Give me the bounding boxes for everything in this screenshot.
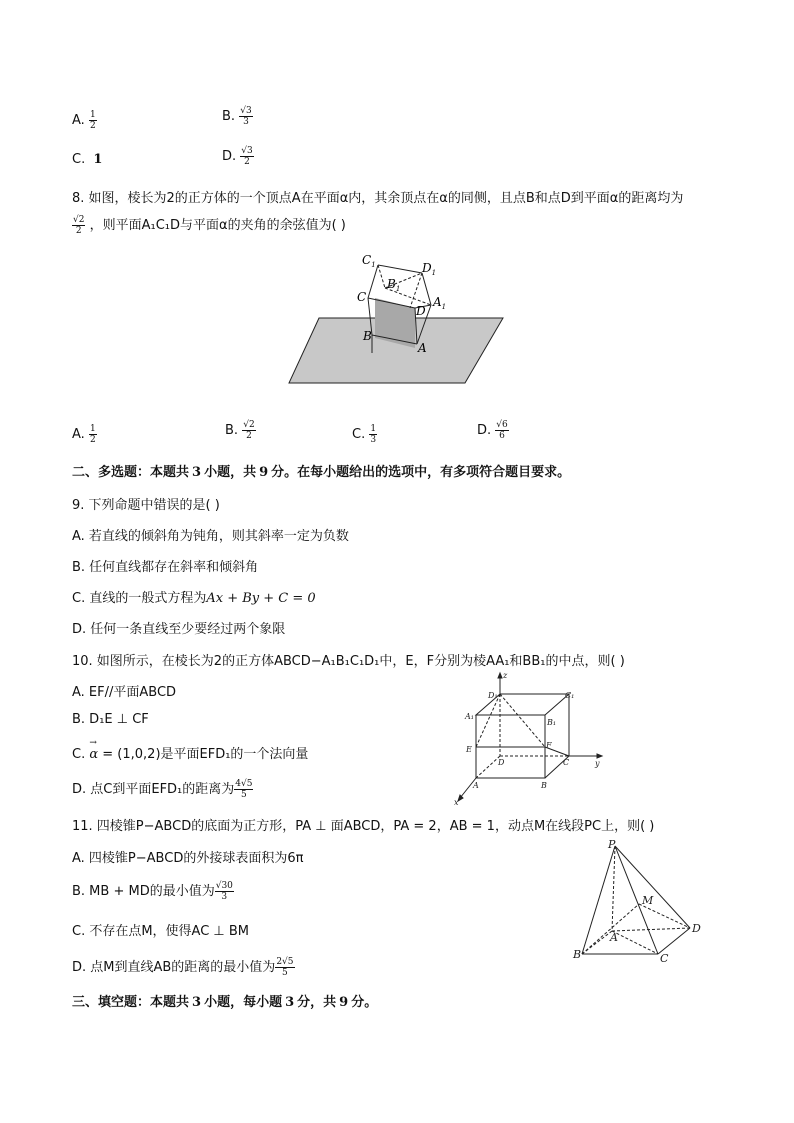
vector-alpha [89, 738, 99, 762]
label-c1: C₁ [565, 691, 575, 700]
numerator: 4√5 [235, 779, 253, 789]
q8-option-c [352, 424, 377, 445]
heading-text: 小题，共 [204, 465, 257, 480]
label-p: P [608, 838, 616, 851]
q9-option-a: A. 若直线的倾斜角为钝角，则其斜率一定为负数 [72, 529, 349, 544]
numerator: 1 [89, 424, 96, 434]
q7-option-d [222, 146, 254, 167]
denominator: 6 [499, 431, 505, 441]
label-y: y [595, 759, 600, 768]
denominator: 2 [246, 431, 252, 441]
label-b1: $B_1$ [387, 277, 401, 293]
denominator: 3 [370, 435, 377, 445]
q8-option-d [477, 420, 509, 441]
heading-count: 3 [192, 465, 202, 480]
fraction [242, 420, 255, 441]
label-a: A [610, 931, 618, 944]
q11-option-c: C. 不存在点M，使得AC ⊥ BM [72, 924, 250, 939]
label-a: A [418, 341, 427, 355]
label-a: A [473, 781, 479, 790]
fraction [89, 110, 97, 131]
fraction [239, 106, 252, 127]
section2-heading [72, 461, 570, 480]
q10-stem: 10. 如图所示，在棱长为2的正方体ABCD−A₁B₁C₁D₁中，E，F分别为棱AA₁和BB₁的中点，则( ) [72, 654, 625, 669]
label-a1: A₁ [465, 712, 474, 721]
label-d: D [416, 304, 426, 318]
denominator: 2 [89, 121, 96, 131]
denominator: 3 [243, 117, 249, 127]
numerator: 1 [370, 424, 377, 434]
label-b: B [573, 948, 582, 961]
option-text: D. 点M到直线AB的距离的最小值为 [72, 960, 276, 975]
option-label: A. [72, 427, 85, 442]
q10-option-d [72, 778, 253, 800]
q7-option-c [72, 152, 102, 167]
q11-stem: 11. 四棱锥P−ABCD的底面为正方形，PA ⊥ 面ABCD，PA = 2，AB = 1，动点M在线段PC上，则( ) [72, 819, 655, 834]
denominator: 2 [244, 157, 250, 167]
q9-option-d: D. 任何一条直线至少要经过两个象限 [72, 622, 286, 637]
option-label: B. [225, 423, 239, 438]
option-label: C. [352, 427, 366, 442]
denominator: 3 [221, 892, 228, 902]
heading-text: 分，共 [297, 995, 337, 1010]
label-x: x [454, 798, 459, 807]
q11-option-b [72, 880, 234, 902]
numerator: 1 [89, 110, 96, 120]
heading-text: 小题，每小题 [204, 995, 283, 1010]
heading-text: 分。在每小题给出的选项中，有多项符合题目要求。 [271, 465, 571, 480]
numerator: √2 [243, 420, 255, 430]
fraction [89, 424, 97, 445]
label-a1: $A_1$ [433, 295, 447, 311]
denominator: 5 [282, 968, 288, 978]
q9-option-c [72, 587, 316, 606]
label-d1: $D_1$ [422, 261, 437, 277]
q8-option-a [72, 424, 97, 445]
heading-each: 3 [285, 995, 295, 1010]
label-b: B [363, 329, 372, 343]
stem-text: ，则平面A₁C₁D与平面α的夹角的余弦值为( ) [89, 218, 346, 233]
fraction [275, 957, 294, 978]
option-text: = (1,0,2)是平面EFD₁的一个法向量 [98, 747, 309, 762]
option-label: A. [72, 113, 85, 128]
numerator: √3 [240, 106, 252, 116]
option-label: C. [72, 152, 86, 167]
label-c: C [563, 758, 570, 767]
option-text: B. MB + MD的最小值为 [72, 884, 215, 899]
heading-points: 9 [259, 465, 269, 480]
heading-text: 二、多选题：本题共 [72, 465, 190, 480]
label-b: B [541, 781, 547, 790]
label-f: F [546, 741, 552, 750]
heading-count: 3 [192, 995, 202, 1010]
fraction [215, 881, 234, 902]
option-label: B. [222, 109, 236, 124]
equation: Ax + By + C = 0 [206, 591, 316, 606]
denominator: 5 [240, 790, 247, 800]
numerator: √6 [496, 420, 508, 430]
vector-arrow-icon: → [89, 738, 97, 748]
option-text: D. 点C到平面EFD₁的距离为 [72, 782, 235, 797]
label-d1: D₁ [488, 691, 498, 700]
fraction [72, 215, 85, 236]
q10-cube-axes-figure [452, 668, 612, 808]
q9-option-b: B. 任何直线都存在斜率和倾斜角 [72, 560, 259, 575]
q8-option-b [225, 420, 256, 441]
option-label: D. [222, 149, 237, 164]
q11-option-a: A. 四棱锥P−ABCD的外接球表面积为6π [72, 851, 304, 866]
option-label: C. [72, 747, 86, 762]
label-d: D [498, 758, 505, 767]
fraction [495, 420, 508, 441]
section3-heading [72, 991, 377, 1010]
fraction [234, 779, 253, 800]
option-value: 1 [93, 152, 103, 167]
numerator: √30 [215, 881, 233, 891]
denominator: 2 [89, 435, 96, 445]
q8-stem-line2 [72, 214, 346, 236]
numerator: √2 [73, 215, 85, 225]
label-c1: $C_1$ [362, 253, 376, 269]
q7-option-a [72, 110, 97, 131]
label-b1: B₁ [547, 718, 557, 727]
label-c: C [660, 952, 669, 965]
numerator: 2√5 [276, 957, 294, 967]
heading-text: 三、填空题：本题共 [72, 995, 190, 1010]
heading-total: 9 [339, 995, 349, 1010]
label-m: M [642, 894, 654, 907]
q10-option-a: A. EF//平面ABCD [72, 685, 177, 700]
label-c: C [357, 290, 367, 304]
q9-stem: 9. 下列命题中错误的是( ) [72, 498, 220, 513]
option-text: C. 直线的一般式方程为 [72, 591, 207, 606]
q7-option-b [222, 106, 253, 127]
q8-cube-on-plane-figure [285, 248, 510, 388]
label-d: D [692, 922, 701, 935]
vector-symbol: α [89, 747, 99, 762]
numerator: √3 [241, 146, 253, 156]
q8-stem-line1: 8. 如图，棱长为2的正方体的一个顶点A在平面α内，其余顶点在α的同侧，且点B和点D到平面α的距离均为 [72, 191, 684, 206]
option-label: D. [477, 423, 492, 438]
fraction [369, 424, 377, 445]
label-z: z [503, 671, 508, 680]
fraction [240, 146, 253, 167]
q11-pyramid-figure [570, 836, 710, 966]
label-e: E [466, 745, 472, 754]
denominator: 2 [75, 226, 82, 236]
q10-option-b: B. D₁E ⊥ CF [72, 712, 149, 727]
q10-option-c [72, 738, 309, 762]
q11-option-d [72, 956, 295, 978]
heading-text: 分。 [351, 995, 378, 1010]
